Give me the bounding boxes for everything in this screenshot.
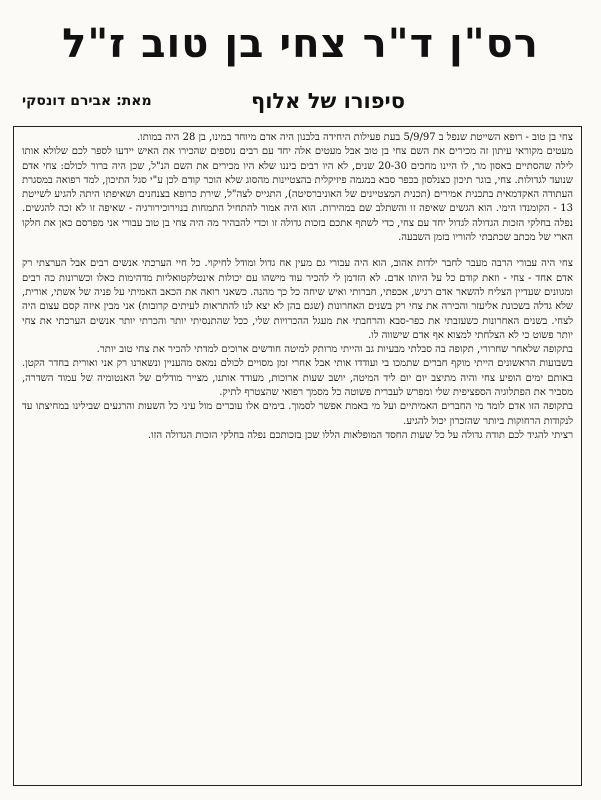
body-paragraph: בתקופה שלאחר שחרורי, תקופה בה סבלתי מבעיות גב והייתי מרותק למיטה חודשים ארוכים למדתי להכיר את צחי טוב יותר. <box>96 344 573 356</box>
body-paragraph: צחי בן טוב - רופא השייטת שנפל ב 5/9/97 בעת פעילות היחידה בלבנון היה אדם מיוחד במינו, בן 28 היה במותו. <box>136 132 573 143</box>
body-paragraph: צחי היה עבורי הרבה מעבר לחבר ילדות אהוב, הוא היה עבורי גם מעין אח גדול ומודל לחיקוי. כל חיי הערכתי אנשים רבים אבל הערצתי רק אדם אחד - צחי - וזאת קודם כל על היותו אדם. לא הזדמן לי להכיר עוד מישהו עם יכולות אינטלקטואליות מדהימות כאלו וכשרונות כה רבים ומגוונים שעדיין הצליח להשאר אדם רגיש, אכפתי, חברותי ואיש שיחה כל כך מהנה. כשאני רואה את הכאב האמיתי על פניה של אשתי, אורית, שלא גדלה בשכונת אליעזר והכירה את צחי רק בשנים האחרונות (שגם בהן לא יצא לנו להתראות לעיתים קרובות) אני מבין איזה קסם עצום היה לצחי. בשנים האחרונות כשעזבתי את כפר-סבא והרחבתי את מעגל ההכרויות שלי, ככל שהתנסיתי יותר והכרתי יותר אנשים הערכתי את צחי יותר פשוט כי לא הצלחתי למצוא אף אדם שישווה לו. <box>22 258 573 341</box>
article-subtitle: סיפורו של אלוף <box>251 89 405 113</box>
byline <box>22 88 579 114</box>
author-credit: מאת: אבירם דונסקי <box>22 93 152 109</box>
article-body-box <box>13 126 582 786</box>
body-paragraph: בתקופה הזו אדם לומד מי החברים האמיתיים ועל מי באמת אפשר לסמוך. בימים אלו עוברים מול עיני כל השעות והרגעים שבילינו במחיצתו עד לנקודות הרחוקות ביותר שהזכרון יכול להגיע. <box>22 401 573 427</box>
body-paragraph: מעטים מקוראי עיתון זה מכירים את השם צחי בן טוב אבל מעטים אלה יחד עם רבים נוספים שהכירו את האיש יידעו לספר לכם שלולא אותו לילה שהסתיים באסון מר, לו היינו מחכים 20-30 שנים, לא היו רבים ביננו שלא היו מכירים את השם הנ"ל, שכן היה ברור לכולם: צחי אדם שנועד לגדולות. צחי, בוגר תיכון כצנלסון בכפר סבא במגמה פיזיקלית בהצטיינות מהסוג שלא הוכר קודם לכן ע"י סגל התיכון, למד רפואה במסגרת העתודה האקדמאית בתכנית אמירים (תכנית המצטיינים של האוניברסיטה), התגייס לצה"ל, שירת כרופא בצנחנים ושאיפתו היתה להגיע לשייטת 13 - הקומנדו הימי. הוא הגשים שאיפה זו והשתלב שם במהירות. הוא היה אמור להתחיל התמחות בנוירוכירורגיה - שאיפה זו לא זכה להגשים. נפלה בחלקי הזכות הגדולה לגדול יחד עם צחי, כדי לשתף אתכם בזכות גדולה זו וכדי להבהיר מה היה צחי בן טוב עבורי אני מפרסם כאן את חלקו הארי של מכתב שכתבתי להוריו בזמן השבעה. <box>22 146 573 244</box>
article-title: רס"ן ד"ר צחי בן טוב ז"ל <box>62 21 539 67</box>
body-paragraph: בשבועות הראשונים הייתי מוקף חברים שתמכו בי ועודדו אותי אבל אחרי זמן מסויים לכולם נמאס מהעניין ונשארנו רק אני ואורית בחדר הקטן. באותם ימים הופיע צחי והיה מתיצב יום יום ליד המיטה, יושב שעות ארוכות, מעודד אותנו, מצייר מודלים של האנטומיה של עמוד השדרה, מסביר את הפתלוגיה הספציפית שלי ומפרש לעברית פשוטה כל מסמך רפואי שהצטרף לתיק. <box>22 358 573 399</box>
body-paragraph: רציתי להגיד לכם תודה גדולה על כל שעות החסד המופלאות הללו שכן בזכותכם נפלה בחלקי הזכות הגדולה הזו. <box>147 429 573 441</box>
